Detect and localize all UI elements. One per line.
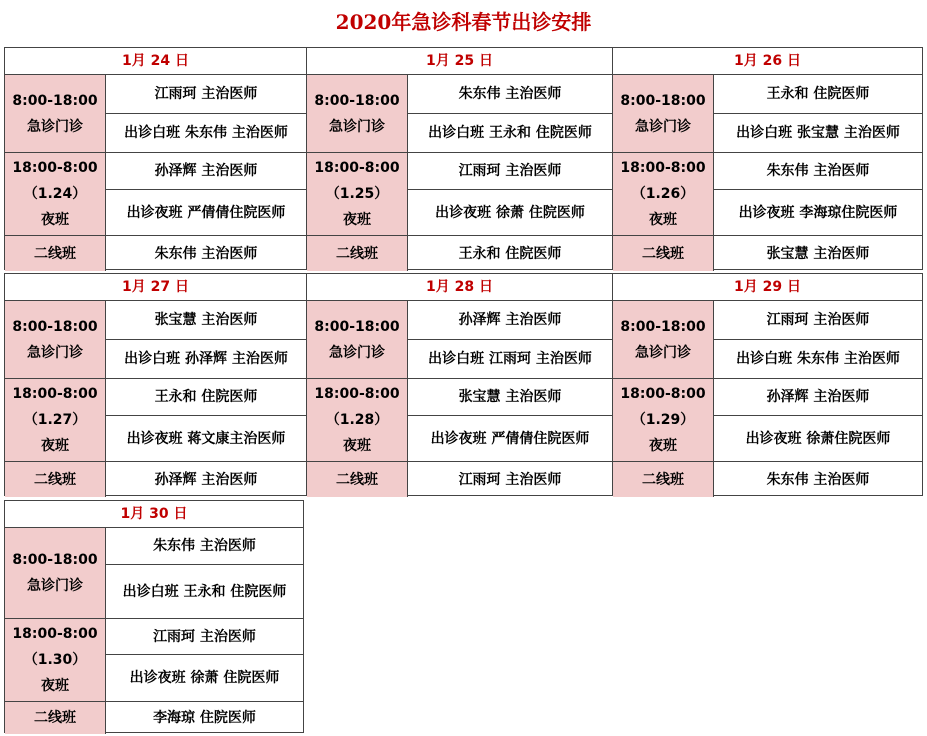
night-outpatient: 出诊夜班 徐萧住院医师 <box>714 416 922 462</box>
day-shift-label <box>5 528 106 619</box>
day-shift-label <box>307 301 408 379</box>
day-outpatient: 出诊白班 朱东伟 主治医师 <box>106 114 306 153</box>
night-shift-label <box>5 379 106 462</box>
day-shift-label <box>5 75 106 153</box>
night-outpatient: 出诊夜班 李海琼住院医师 <box>714 190 922 236</box>
shift-time: 18:00-8:00 <box>12 160 98 176</box>
second-line-label: 二线班 <box>5 702 106 734</box>
second-line-doctor: 孙泽辉 主治医师 <box>154 471 258 488</box>
date-header: 1月 30 日 <box>5 501 303 528</box>
second-line-label: 二线班 <box>307 236 408 271</box>
shift-time: 8:00-18:00 <box>12 92 98 109</box>
night-outpatient: 出诊夜班 徐萧 住院医师 <box>106 655 303 702</box>
night-shift-label <box>307 379 408 462</box>
shift-time: 8:00-18:00 <box>12 318 98 335</box>
day-block <box>612 273 923 496</box>
shift-time: 18:00-8:00 <box>620 386 706 402</box>
second-line-doctor: 李海琼 住院医师 <box>153 710 256 726</box>
shift-date: （1.29） <box>631 412 695 428</box>
day-attending: 朱东伟 主治医师 <box>106 528 303 565</box>
day-outpatient: 出诊白班 朱东伟 主治医师 <box>714 340 922 379</box>
shift-type: 急诊门诊 <box>27 118 83 135</box>
day-attending: 王永和 住院医师 <box>714 75 922 114</box>
night-shift-label <box>613 153 714 236</box>
day-shift-label <box>613 75 714 153</box>
date-header: 1月 27 日 <box>5 274 306 301</box>
shift-date: （1.24） <box>23 186 87 202</box>
second-line-label: 二线班 <box>613 462 714 497</box>
night-outpatient: 出诊夜班 严倩倩住院医师 <box>106 190 306 236</box>
day-attending: 江雨珂 主治医师 <box>106 75 306 114</box>
date-header: 1月 24 日 <box>5 48 306 75</box>
shift-time: 18:00-8:00 <box>314 160 400 176</box>
second-line-label: 二线班 <box>5 462 106 497</box>
day-block <box>306 47 613 270</box>
day-outpatient: 出诊白班 江雨珂 主治医师 <box>408 340 612 379</box>
day-attending: 孙泽辉 主治医师 <box>408 301 612 340</box>
shift-type: 夜班 <box>41 678 69 694</box>
shift-time: 18:00-8:00 <box>12 386 98 402</box>
shift-type: 夜班 <box>649 438 677 454</box>
day-block <box>4 500 304 733</box>
date-header: 1月 29 日 <box>613 274 922 301</box>
day-attending: 江雨珂 主治医师 <box>714 301 922 340</box>
day-outpatient: 出诊白班 孙泽辉 主治医师 <box>106 340 306 379</box>
day-block <box>612 47 923 270</box>
shift-type: 夜班 <box>41 438 69 454</box>
second-line-doctor: 朱东伟 主治医师 <box>766 471 870 488</box>
night-attending: 江雨珂 主治医师 <box>106 619 303 655</box>
shift-time: 8:00-18:00 <box>314 318 400 335</box>
shift-date: （1.27） <box>23 412 87 428</box>
night-attending: 王永和 住院医师 <box>106 379 306 416</box>
night-attending: 张宝慧 主治医师 <box>408 379 612 416</box>
shift-date: （1.26） <box>631 186 695 202</box>
night-attending: 江雨珂 主治医师 <box>408 153 612 190</box>
date-header: 1月 26 日 <box>613 48 922 75</box>
shift-time: 8:00-18:00 <box>620 92 706 109</box>
day-block <box>306 273 613 496</box>
second-line-label: 二线班 <box>307 462 408 497</box>
day-attending: 张宝慧 主治医师 <box>106 301 306 340</box>
second-line-label: 二线班 <box>613 236 714 271</box>
second-line-label: 二线班 <box>5 236 106 271</box>
day-outpatient: 出诊白班 王永和 住院医师 <box>106 565 303 619</box>
shift-type: 夜班 <box>41 212 69 228</box>
shift-time: 18:00-8:00 <box>620 160 706 176</box>
night-outpatient: 出诊夜班 蒋文康主治医师 <box>106 416 306 462</box>
night-shift-label <box>5 619 106 702</box>
night-shift-label <box>307 153 408 236</box>
page-title: 2020年急诊科春节出诊安排 <box>335 10 592 34</box>
day-shift-label <box>307 75 408 153</box>
shift-date: （1.28） <box>325 412 389 428</box>
shift-type: 急诊门诊 <box>635 344 691 361</box>
second-line-doctor: 张宝慧 主治医师 <box>766 245 870 262</box>
night-attending: 朱东伟 主治医师 <box>714 153 922 190</box>
night-attending: 孙泽辉 主治医师 <box>106 153 306 190</box>
shift-type: 急诊门诊 <box>329 118 385 135</box>
night-outpatient: 出诊夜班 严倩倩住院医师 <box>408 416 612 462</box>
shift-type: 夜班 <box>343 438 371 454</box>
night-shift-label <box>5 153 106 236</box>
shift-type: 夜班 <box>649 212 677 228</box>
second-line-doctor: 朱东伟 主治医师 <box>154 245 258 262</box>
night-outpatient: 出诊夜班 徐萧 住院医师 <box>408 190 612 236</box>
shift-time: 8:00-18:00 <box>12 552 98 568</box>
shift-time: 8:00-18:00 <box>314 92 400 109</box>
shift-date: （1.25） <box>325 186 389 202</box>
night-shift-label <box>613 379 714 462</box>
day-block <box>4 47 307 270</box>
day-attending: 朱东伟 主治医师 <box>408 75 612 114</box>
shift-type: 急诊门诊 <box>635 118 691 135</box>
shift-type: 急诊门诊 <box>27 344 83 361</box>
day-outpatient: 出诊白班 王永和 住院医师 <box>408 114 612 153</box>
second-line-doctor: 江雨珂 主治医师 <box>458 471 562 488</box>
shift-type: 急诊门诊 <box>329 344 385 361</box>
day-outpatient: 出诊白班 张宝慧 主治医师 <box>714 114 922 153</box>
date-header: 1月 28 日 <box>307 274 612 301</box>
day-shift-label <box>5 301 106 379</box>
date-header: 1月 25 日 <box>307 48 612 75</box>
shift-time: 8:00-18:00 <box>620 318 706 335</box>
shift-type: 夜班 <box>343 212 371 228</box>
shift-type: 急诊门诊 <box>27 578 83 594</box>
day-shift-label <box>613 301 714 379</box>
shift-time: 18:00-8:00 <box>314 386 400 402</box>
shift-date: （1.30） <box>23 652 87 668</box>
second-line-doctor: 王永和 住院医师 <box>458 245 562 262</box>
shift-time: 18:00-8:00 <box>12 626 98 642</box>
day-block <box>4 273 307 496</box>
night-attending: 孙泽辉 主治医师 <box>714 379 922 416</box>
